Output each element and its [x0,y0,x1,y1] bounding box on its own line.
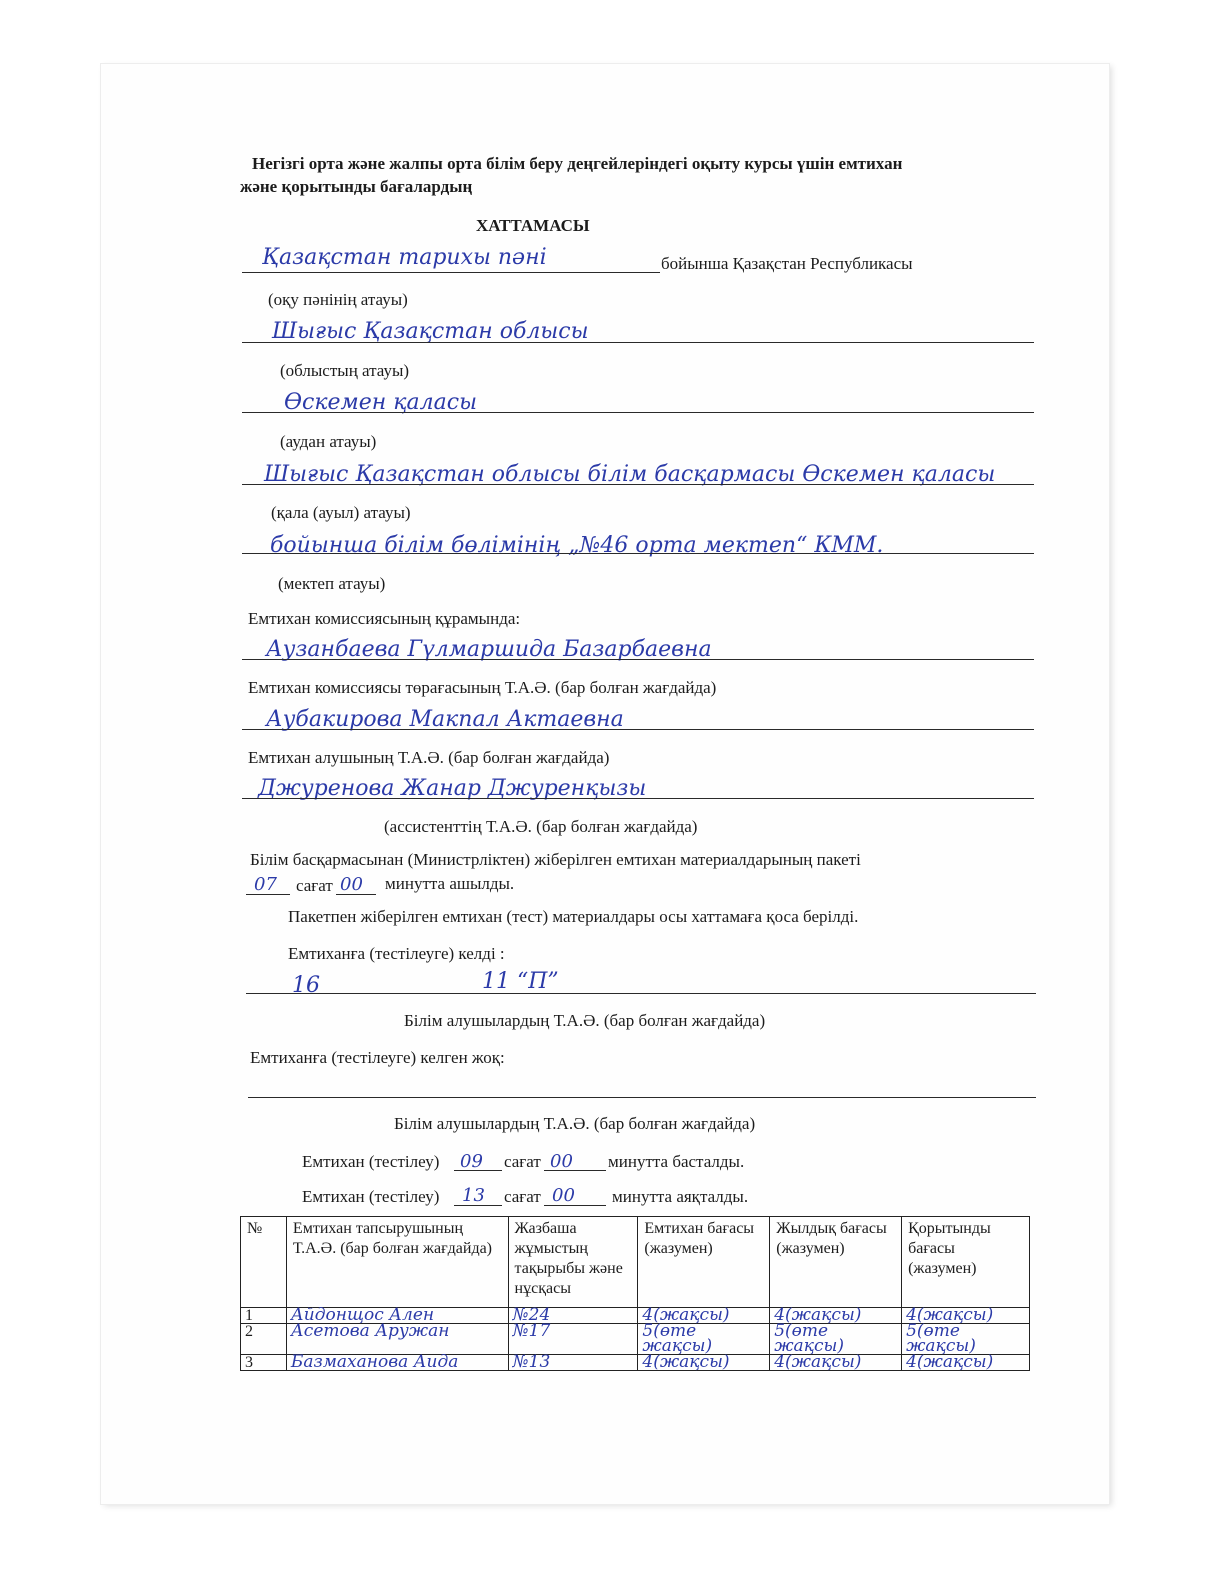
row-variant: №13 [508,1355,638,1371]
attendance-students-caption: Білім алушылардың Т.А.Ә. (бар болған жағдайда) [404,1011,766,1030]
timing-start-hour: 09 [460,1151,483,1172]
assistant-caption: (ассистенттің Т.А.Ә. (бар болған жағдайда) [384,817,698,836]
row-examinee-name: Айдонщос Ален [286,1308,508,1324]
row-variant: №24 [508,1308,638,1324]
grades-table-header [241,1217,1030,1308]
package-hour-label: сағат [296,876,333,895]
commission-members-value: Аузанбаева Гүлмаршида Базарбаевна [266,637,712,662]
header-number: № [241,1217,287,1308]
package-line1: Білім басқармасынан (Министрліктен) жіберілген емтихан материалдарының пакеті [250,850,861,869]
package-attached: Пакетпен жіберілген емтихан (тест) материалдары осы хаттамаға қоса берілді. [288,907,859,926]
package-minute-label: минутта ашылды. [385,874,515,893]
city-value: Шығыс Қазақстан облысы білім басқармасы Өскемен қаласы [264,462,996,487]
row-exam-grade: 4(жақсы) [638,1308,770,1324]
row-exam-grade: 4(жақсы) [638,1355,770,1371]
commission-chair-value: Аубакирова Макпал Актаевна [266,707,624,732]
commission-members-underline [242,659,1034,660]
region-caption: (облыстың атауы) [280,361,410,380]
header-annual-grade: Жылдық бағасы (жазумен) [770,1217,902,1308]
city-underline [242,484,1034,485]
row-final-grade: 4(жақсы) [902,1308,1030,1324]
package-minute: 00 [340,874,363,895]
school-caption: (мектеп атауы) [278,574,386,593]
commission-chair-underline [242,729,1034,730]
header-examinee-name: Емтихан тапсырушының Т.А.Ә. (бар болған жағдайда) [286,1217,508,1308]
region-value: Шығыс Қазақстан облысы [272,319,589,344]
examiner-label: Емтихан алушының Т.А.Ә. (бар болған жағдайда) [248,748,610,767]
row-examinee-name: Базмаханова Аида [286,1355,508,1371]
timing-end-hour: 13 [462,1185,485,1206]
timing-start-suffix: минутта басталды. [608,1152,745,1171]
examiner-value: Джуренова Жанар Джуренқызы [258,776,647,801]
row-final-grade: 5(өте жақсы) [902,1324,1030,1355]
timing-start-hour-label: сағат [504,1152,541,1171]
timing-end-minute-underline [544,1205,606,1206]
package-minute-underline [336,894,376,895]
header-exam-grade: Емтихан бағасы (жазумен) [638,1217,770,1308]
row-number: 2 [241,1324,287,1355]
attendance-absent-caption: Білім алушылардың Т.А.Ә. (бар болған жағдайда) [394,1114,756,1133]
attendance-came-count: 16 [292,973,320,998]
subject-underline [242,272,660,273]
commission-chair-label: Емтихан комиссиясы төрағасының Т.А.Ә. (бар болған жағдайда) [248,678,717,697]
subject-caption: (оқу пәнінің атауы) [268,290,408,309]
doc-heading-line1: Негізгі орта және жалпы орта білім беру деңгейлеріндегі оқыту курсы үшін емтихан [252,154,903,173]
row-number: 3 [241,1355,287,1371]
district-caption: (аудан атауы) [280,432,377,451]
attendance-absent-label: Емтиханға (тестілеуге) келген жоқ: [250,1048,505,1067]
district-underline [242,412,1034,413]
package-hour: 07 [254,874,277,895]
school-underline [242,553,1034,554]
timing-start-minute-underline [544,1170,606,1171]
timing-end-prefix: Емтихан (тестілеу) [302,1187,440,1206]
district-value: Өскемен қаласы [284,390,478,415]
grades-table [240,1216,1030,1371]
row-annual-grade: 5(өте жақсы) [770,1324,902,1355]
region-underline [242,342,1034,343]
row-annual-grade: 4(жақсы) [770,1355,902,1371]
school-value: бойынша білім бөлімінің „№46 орта мектеп“ КММ. [270,533,884,558]
timing-end-hour-label: сағат [504,1187,541,1206]
city-caption: (қала (ауыл) атауы) [271,503,411,522]
timing-end-hour-underline [454,1205,502,1206]
doc-title: ХАТТАМАСЫ [476,216,590,235]
timing-start-minute: 00 [550,1151,573,1172]
row-final-grade: 4(жақсы) [902,1355,1030,1371]
row-number: 1 [241,1308,287,1324]
row-annual-grade: 4(жақсы) [770,1308,902,1324]
timing-end-minute: 00 [552,1185,575,1206]
row-examinee-name: Асетова Аружан [286,1324,508,1355]
row-exam-grade: 5(өте жақсы) [638,1324,770,1355]
package-hour-underline [246,894,290,895]
header-final-grade: Қорытынды бағасы (жазумен) [902,1217,1030,1308]
timing-end-suffix: минутта аяқталды. [612,1187,749,1206]
commission-members-label: Емтихан комиссиясының құрамында: [248,609,521,628]
subject-suffix: бойынша Қазақстан Республикасы [661,254,913,273]
timing-start-hour-underline [454,1170,502,1171]
attendance-came-underline [246,993,1036,994]
row-variant: №17 [508,1324,638,1355]
examiner-underline [242,798,1034,799]
table-row [241,1355,1030,1371]
doc-heading-line2: және қорытынды бағалардың [240,177,473,196]
attendance-absent-underline [248,1097,1036,1098]
header-written-work-topic: Жазбаша жұмыстың тақырыбы және нұсқасы [508,1217,638,1308]
attendance-came-label: Емтиханға (тестілеуге) келді : [288,944,505,963]
subject-value: Қазақстан тарихы пәні [262,245,547,270]
attendance-came-class: 11 “П” [482,969,559,994]
timing-start-prefix: Емтихан (тестілеу) [302,1152,440,1171]
table-row [241,1324,1030,1355]
